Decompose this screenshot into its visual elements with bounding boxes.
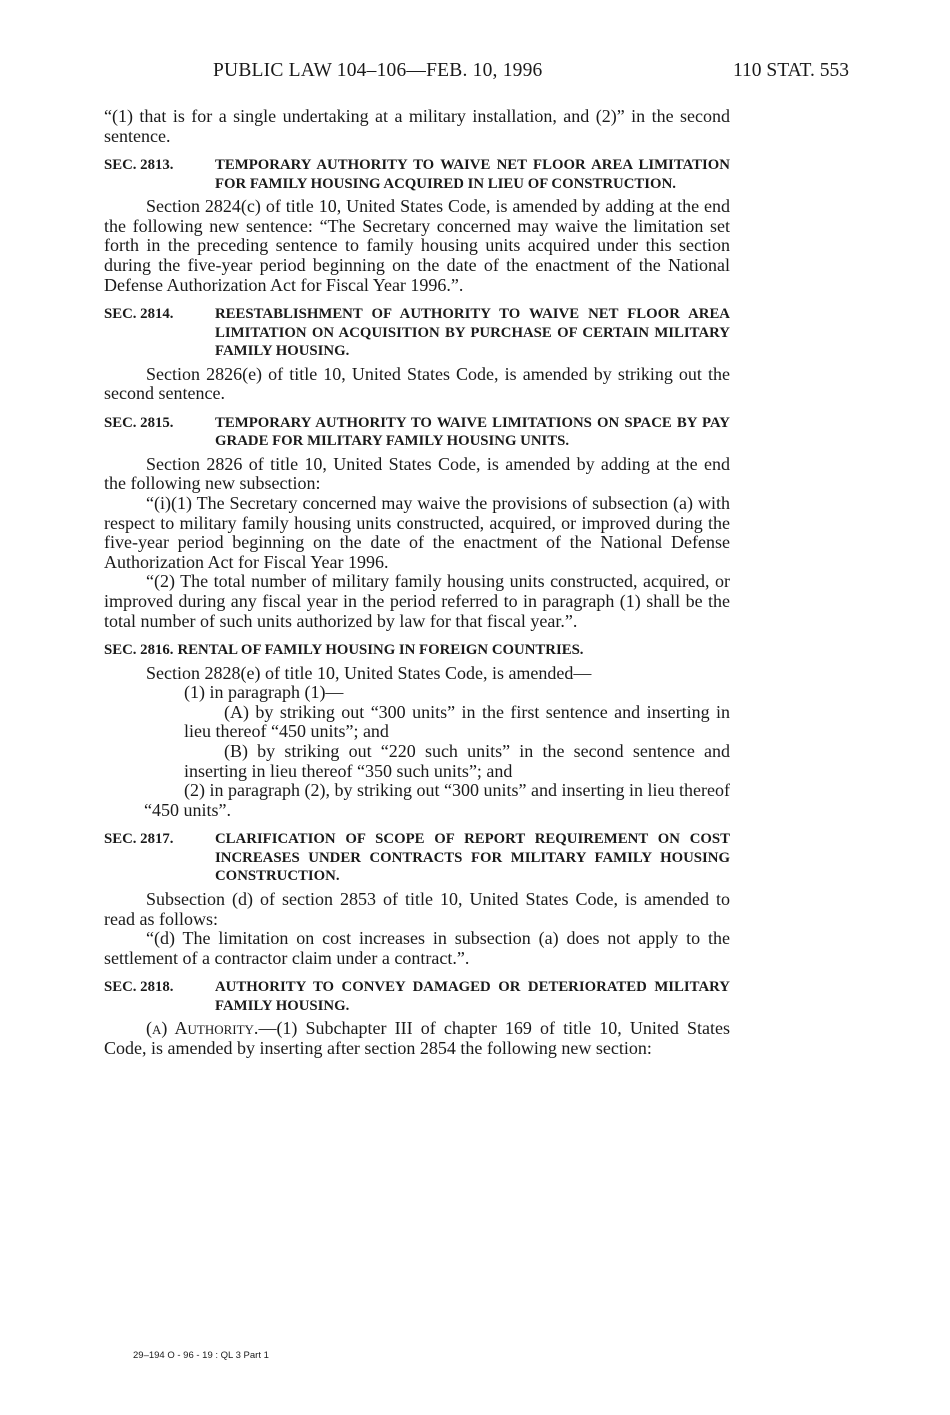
section-heading-2818 bbox=[104, 978, 730, 1015]
section-number: SEC. 2813. bbox=[104, 157, 174, 174]
quoted-subsection-para-1: “(i)(1) The Secretary concerned may waive the provisions of subsection (a) with respect to military family housing units constructed, acquired, or improved during the five-year period beginning on the date of the enactment of the National Defense Authorization Act for Fiscal Year 1996. bbox=[104, 493, 730, 572]
section-caption: CLARIFICATION OF SCOPE OF REPORT REQUIREMENT ON COST INCREASES UNDER CONTRACTS FOR MILITARY FAMILY HOUSING CONSTRUCTION. bbox=[215, 831, 730, 885]
section-caption: TEMPORARY AUTHORITY TO WAIVE NET FLOOR AREA LIMITATION FOR FAMILY HOUSING ACQUIRED IN LIEU OF CONSTRUCTION. bbox=[215, 157, 730, 192]
section-number: SEC. 2815. bbox=[104, 414, 174, 431]
running-header bbox=[0, 60, 950, 86]
section-number: SEC. 2817. bbox=[104, 831, 174, 848]
section-text-2816: Section 2828(e) of title 10, United States Code, is amended— bbox=[146, 662, 592, 683]
quoted-subsection-d: “(d) The limitation on cost increases in subsection (a) does not apply to the settlement of a contractor claim under a contract.”. bbox=[104, 928, 730, 968]
amendment-item-a: (A) by striking out “300 units” in the first sentence and inserting in lieu thereof “450 units”; and bbox=[184, 701, 730, 742]
quoted-subsection-para-2: “(2) The total number of military family housing units constructed, acquired, or improved during any fiscal year in the period referred to in paragraph (1) shall be the total number of such units authorized by law for that fiscal year.”. bbox=[104, 571, 730, 631]
section-number: SEC. 2818. bbox=[104, 979, 174, 996]
section-caption: TEMPORARY AUTHORITY TO WAIVE LIMITATIONS ON SPACE BY PAY GRADE FOR MILITARY FAMILY HOUSING UNITS. bbox=[215, 414, 730, 450]
header-title: PUBLIC LAW 104–106—FEB. 10, 1996 bbox=[213, 60, 543, 81]
section-text-2815: Section 2826 of title 10, United States Code, is amended by adding at the end the following new subsection: bbox=[104, 453, 730, 494]
section-heading-2815 bbox=[104, 414, 730, 451]
section-heading-2813 bbox=[104, 156, 730, 193]
section-text-2813: Section 2824(c) of title 10, United States Code, is amended by adding at the end the following new sentence: “The Secretary concerned may waive the limitation set forth in the preceding sentence to family housing units acquired under this section during the five-year period beginning on the date of the enactment of the National Defense Authorization Act for Fiscal Year 1996.”. bbox=[104, 196, 730, 295]
section-heading-2814 bbox=[104, 305, 730, 361]
document-body bbox=[104, 107, 730, 1059]
subsection-text: —(1) Subchapter III of chapter 169 of title 10, United States Code, is amended by inserting after section 2854 the following new section: bbox=[104, 1018, 730, 1058]
section-number: SEC. 2814. bbox=[104, 306, 174, 323]
amendment-item-2: (2) in paragraph (2), by striking out “300 units” and inserting in lieu thereof “450 units”. bbox=[144, 780, 730, 820]
section-text-2817: Subsection (d) of section 2853 of title 10, United States Code, is amended to read as follows: bbox=[104, 888, 730, 929]
amendment-item-1: (1) in paragraph (1)— bbox=[184, 682, 344, 703]
section-caption: RENTAL OF FAMILY HOUSING IN FOREIGN COUNTRIES. bbox=[177, 642, 584, 659]
section-text-2814: Section 2826(e) of title 10, United States Code, is amended by striking out the second sentence. bbox=[104, 363, 730, 404]
header-stat-page: 110 STAT. 553 bbox=[733, 60, 849, 81]
intro-paragraph: “(1) that is for a single undertaking at a military installation, and (2)” in the second sentence. bbox=[104, 106, 730, 146]
section-heading-2817 bbox=[104, 830, 730, 886]
section-heading-2816 bbox=[104, 641, 730, 660]
subsection-lead-label: (a) Authority. bbox=[146, 1018, 259, 1039]
section-number: SEC. 2816. bbox=[104, 642, 174, 659]
amendment-item-b: (B) by striking out “220 such units” in the second sentence and inserting in lieu thereof “350 such units”; and bbox=[184, 741, 730, 781]
section-caption: REESTABLISHMENT OF AUTHORITY TO WAIVE NET FLOOR AREA LIMITATION ON ACQUISITION BY PURCHASE OF CERTAIN MILITARY FAMILY HOUSING. bbox=[215, 306, 730, 360]
section-caption: AUTHORITY TO CONVEY DAMAGED OR DETERIORATED MILITARY FAMILY HOUSING. bbox=[215, 979, 730, 1014]
print-footer-code: 29–194 O - 96 - 19 : QL 3 Part 1 bbox=[133, 1350, 269, 1361]
section-text-2818 bbox=[104, 1019, 730, 1058]
